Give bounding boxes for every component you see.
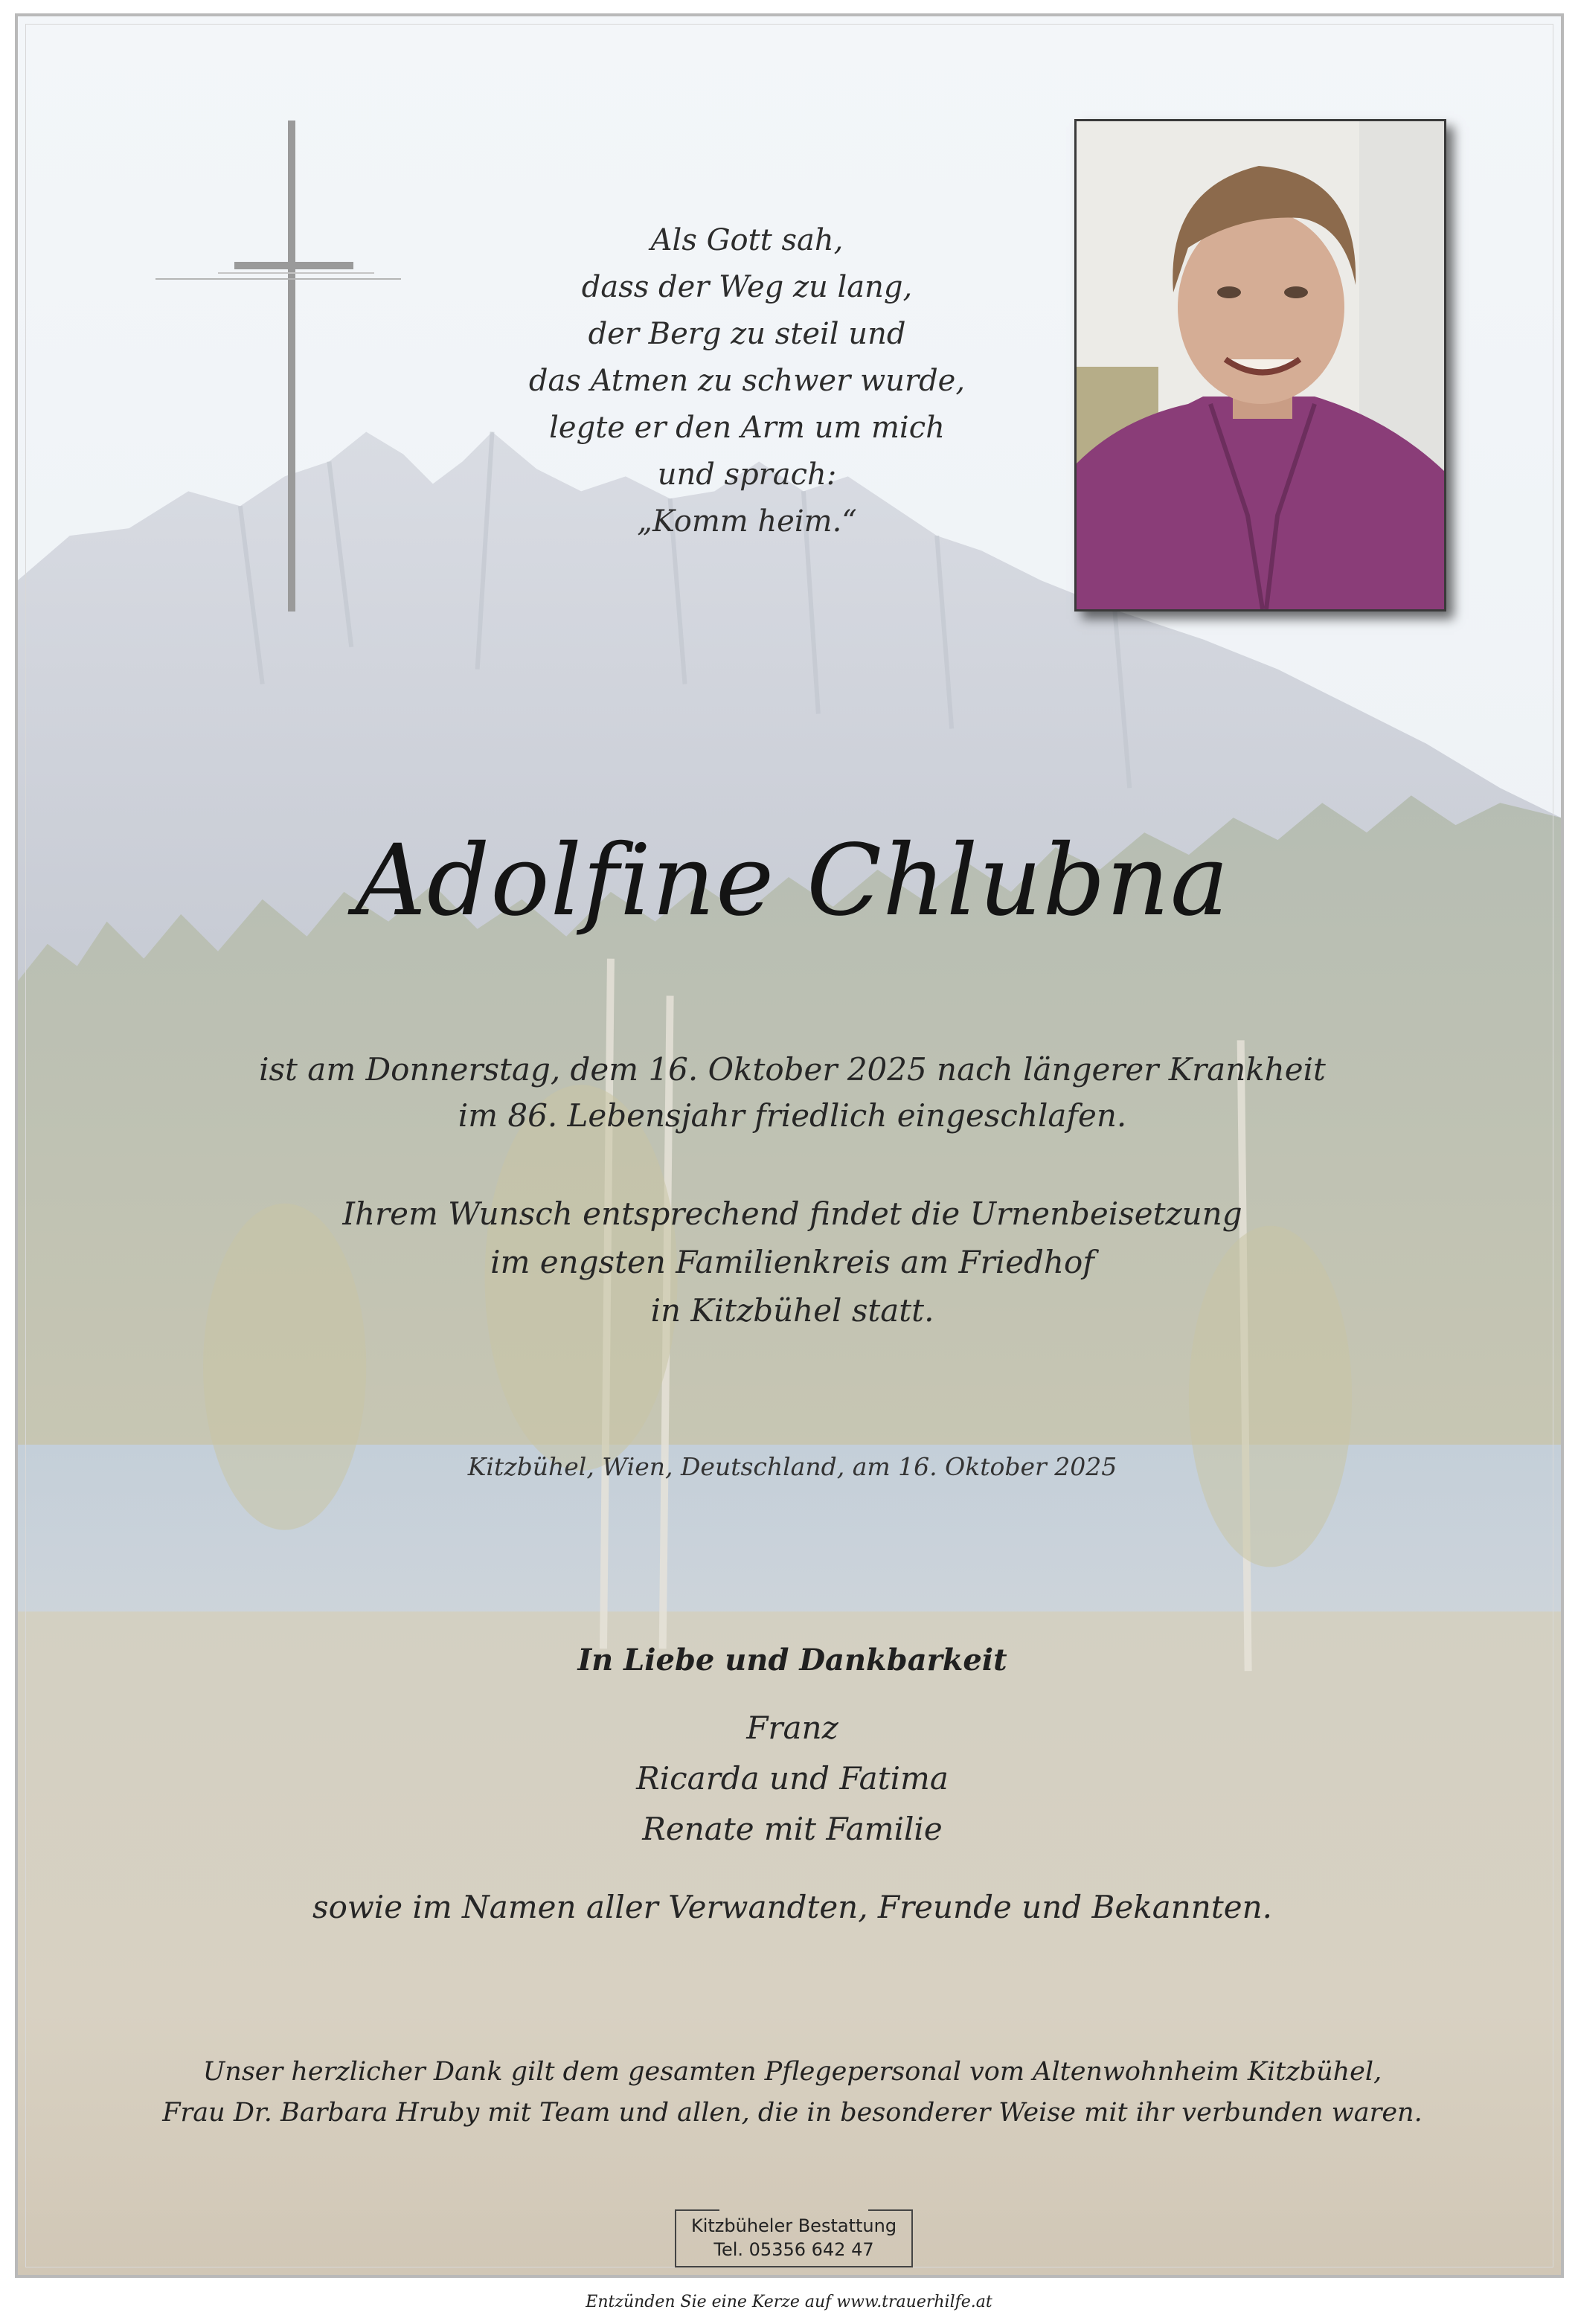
undertaker-name: Kitzbüheler Bestattung (690, 2215, 897, 2236)
logo-line (675, 2209, 719, 2211)
poem-line: und sprach: (657, 458, 837, 492)
mourner-list (18, 1703, 1564, 1855)
relatives-line (18, 1885, 1564, 1930)
mourner-name: Ricarda und Fatima (636, 1760, 949, 1797)
death-notice-line: im 86. Lebensjahr friedlich eingeschlafen. (458, 1097, 1127, 1134)
undertaker-phone: Tel. 05356 642 47 (713, 2239, 874, 2260)
place-date-text: Kitzbühel, Wien, Deutschland, am 16. Oktober 2025 (467, 1452, 1117, 1481)
undertaker-logo (675, 2209, 913, 2267)
death-notice-line: ist am Donnerstag, dem 16. Oktober 2025 nach längerer Krankheit (259, 1051, 1326, 1088)
mourner-name: Franz (746, 1710, 838, 1746)
thanks-line: Frau Dr. Barbara Hruby mit Team und allen, die in besonderer Weise mit ihr verbunden waren. (162, 2098, 1423, 2128)
mourner-name: Renate mit Familie (642, 1811, 943, 1847)
cross-icon (155, 121, 423, 626)
deceased-name: Adolfine Chlubna (355, 824, 1230, 938)
thanks-line: Unser herzlicher Dank gilt dem gesamten Pflegepersonal vom Altenwohnheim Kitzbühel, (202, 2057, 1382, 2087)
funeral-line: im engsten Familienkreis am Friedhof (490, 1244, 1094, 1280)
relatives-text: sowie im Namen aller Verwandten, Freunde und Bekannten. (312, 1889, 1272, 1925)
poem-line: der Berg zu steil und (588, 317, 906, 351)
dedication-text: In Liebe und Dankbarkeit (577, 1643, 1007, 1678)
portrait-image (1077, 121, 1444, 609)
thanks-note (18, 2052, 1564, 2134)
death-notice (18, 1047, 1564, 1139)
poem-line: legte er den Arm um mich (549, 411, 945, 445)
funeral-line: Ihrem Wunsch entsprechend findet die Urnenbeisetzung (342, 1195, 1242, 1232)
obituary-sheet (15, 13, 1564, 2278)
portrait-photo (1074, 119, 1446, 612)
poem (464, 217, 1030, 545)
poem-line: Als Gott sah, (650, 223, 844, 257)
poem-line: „Komm heim.“ (637, 504, 857, 539)
logo-line (868, 2209, 913, 2211)
poem-line: das Atmen zu schwer wurde, (528, 364, 966, 398)
funeral-line: in Kitzbühel statt. (650, 1292, 934, 1329)
poem-line: dass der Weg zu lang, (581, 270, 913, 304)
dedication (18, 1638, 1564, 1683)
place-date (18, 1448, 1564, 1486)
funeral-notice (18, 1190, 1564, 1335)
footer-link[interactable]: Entzünden Sie eine Kerze auf www.trauerhilfe.at (586, 2293, 992, 2311)
